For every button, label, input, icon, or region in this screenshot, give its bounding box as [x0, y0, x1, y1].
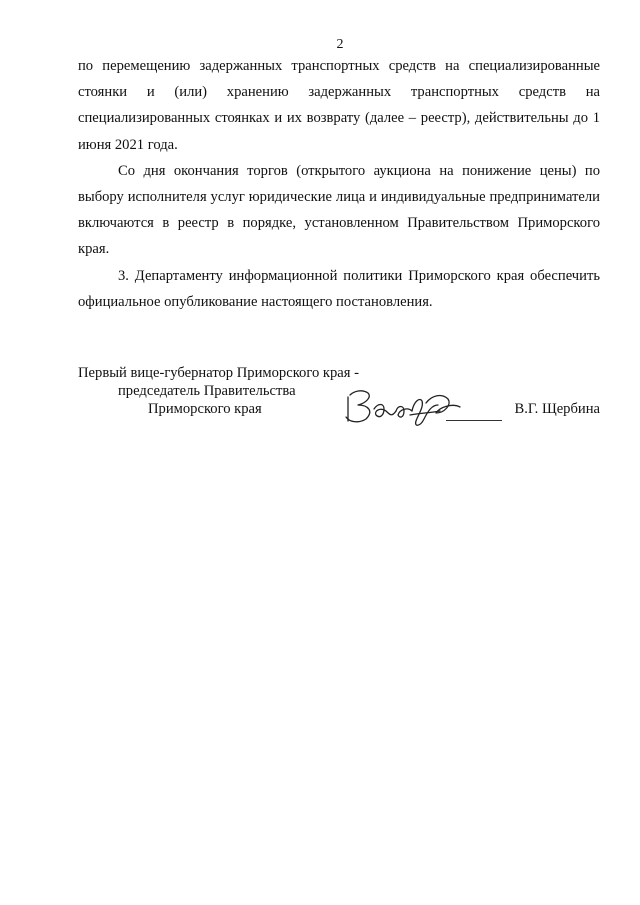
signature-underline	[446, 420, 502, 421]
signer-position-line-1: Первый вице-губернатор Приморского края -	[78, 365, 360, 381]
document-body	[78, 53, 600, 315]
paragraph-auction-inclusion: Со дня окончания торгов (открытого аукциона на понижение цены) по выбору исполнителя услуг юридические лица и индивидуальные предприниматели включаются в реестр в порядке, установленном Правительством Приморского края.	[78, 162, 600, 258]
signer-position-line-3: Приморского края	[148, 401, 262, 417]
signature-block	[78, 365, 600, 435]
paragraph-registry-validity: по перемещению задержанных транспортных средств на специализированные стоянки и (или) хранению задержанных транспортных средств на специализированных стоянках и их возврату (далее – реестр), действительны до 1 июня 2021 года.	[78, 58, 600, 153]
signer-position-line-2: председатель Правительства	[118, 383, 296, 399]
signer-name: В.Г. Щербина	[514, 401, 600, 417]
handwritten-signature-icon	[340, 383, 475, 433]
page-number: 2	[336, 37, 344, 52]
paragraph-publication-order: 3. Департаменту информационной политики Приморского края обеспечить официальное опубликование настоящего постановления.	[78, 267, 600, 310]
